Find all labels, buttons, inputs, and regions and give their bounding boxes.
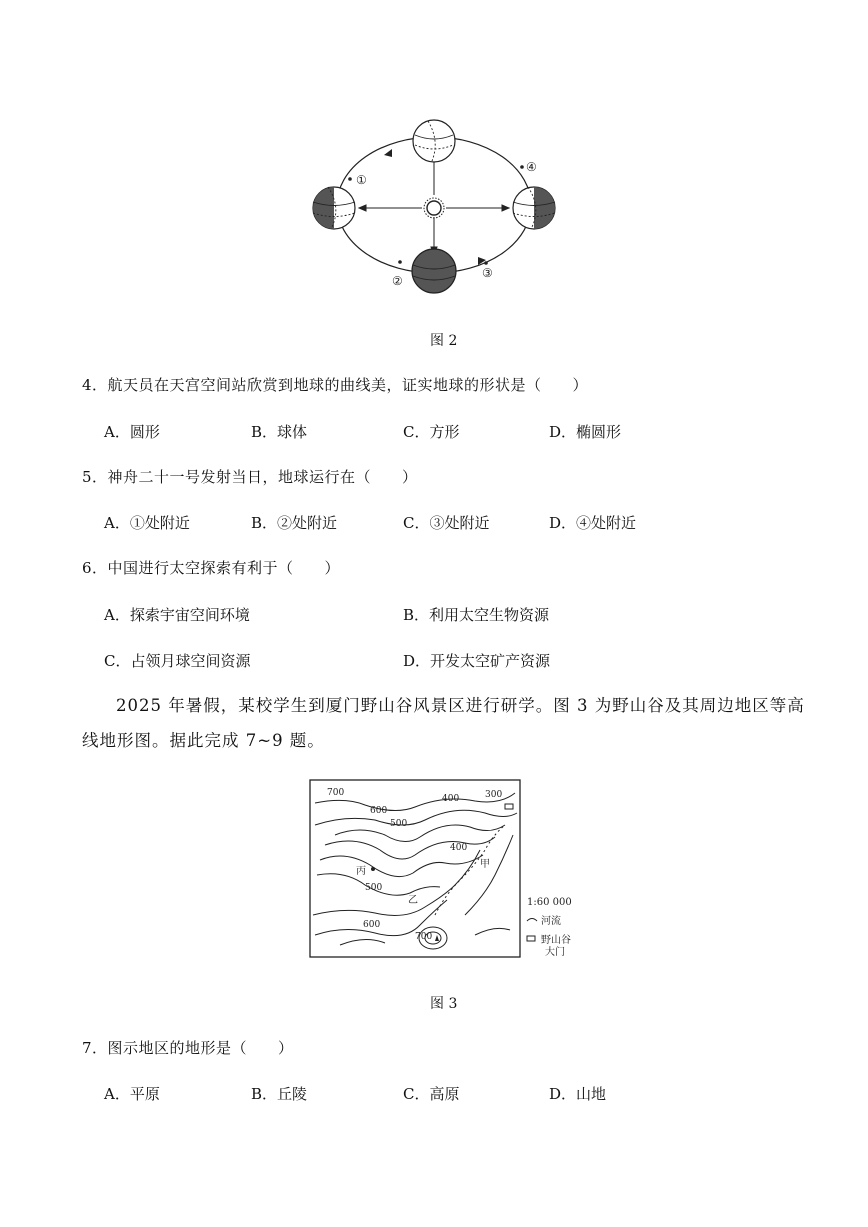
orbit-position-dot: [520, 165, 524, 169]
orbit-position-dot: [484, 261, 488, 265]
marker-1: ①: [356, 173, 367, 187]
question-5-option-d[interactable]: D．④处附近: [549, 514, 637, 532]
passage-line-2: 线地形图。据此完成 7~9 题。: [82, 731, 325, 750]
contour-label: 700: [415, 932, 433, 942]
question-5-option-b[interactable]: B．②处附近: [251, 514, 338, 532]
sun-icon: [424, 198, 444, 218]
earth-bottom: [412, 249, 456, 293]
contour-label: 500: [390, 819, 408, 829]
question-6-stem: 6．中国进行太空探索有利于（ ）: [82, 559, 341, 577]
question-7-option-c[interactable]: C．高原: [403, 1085, 460, 1103]
gate-icon: [527, 936, 535, 941]
question-4-option-a[interactable]: A．圆形: [104, 423, 160, 441]
marker-2: ②: [392, 274, 403, 288]
question-5-option-c[interactable]: C．③处附近: [403, 514, 490, 532]
contour-label: 600: [370, 806, 388, 816]
orbit-position-dot: [348, 177, 352, 181]
figure2-orbit-diagram: [300, 105, 570, 305]
orbit-direction-arrow: [384, 149, 392, 157]
figure3-caption: 图 3: [430, 996, 458, 1012]
question-6-option-d[interactable]: D．开发太空矿产资源: [403, 652, 551, 670]
contour-label: 300: [485, 790, 503, 800]
contour-label: 400: [442, 794, 460, 804]
river-icon: [527, 919, 537, 922]
question-6-option-b[interactable]: B．利用太空生物资源: [403, 606, 550, 624]
question-4-stem: 4．航天员在天宫空间站欣赏到地球的曲线美，证实地球的形状是（ ）: [82, 376, 589, 394]
contour-label: 500: [365, 883, 383, 893]
figure3-contour-map: [305, 775, 595, 965]
question-7-option-b[interactable]: B．丘陵: [251, 1085, 308, 1103]
point-dot: [371, 867, 375, 871]
question-7-stem: 7．图示地区的地形是（ ）: [82, 1039, 294, 1057]
gate-symbol: [505, 804, 513, 809]
legend-river-label: 河流: [541, 916, 561, 927]
marker-4: ④: [526, 160, 537, 174]
passage-line-1: 2025 年暑假，某校学生到厦门野山谷风景区进行研学。图 3 为野山谷及其周边地区等高: [116, 696, 805, 715]
question-4-option-d[interactable]: D．椭圆形: [549, 423, 622, 441]
question-4-option-c[interactable]: C．方形: [403, 423, 460, 441]
point-label-jia: 甲: [480, 859, 490, 870]
orbit-position-dot: [398, 260, 402, 264]
question-4-option-b[interactable]: B．球体: [251, 423, 308, 441]
legend-gate-label-line2: 大门: [545, 947, 565, 958]
question-7-option-a[interactable]: A．平原: [104, 1085, 160, 1103]
earth-top: [413, 120, 455, 162]
point-label-bing: 丙: [356, 866, 366, 877]
contour-label: 400: [450, 843, 468, 853]
figure2-caption: 图 2: [430, 333, 458, 349]
question-7-option-d[interactable]: D．山地: [549, 1085, 607, 1103]
marker-3: ③: [482, 266, 493, 280]
question-5-stem: 5．神舟二十一号发射当日，地球运行在（ ）: [82, 468, 418, 486]
legend-gate-label-line1: 野山谷: [541, 935, 571, 946]
point-label-yi: 乙: [408, 895, 418, 906]
earth-right: [513, 187, 555, 229]
earth-left: [313, 187, 355, 229]
map-scale: 1:60 000: [527, 897, 572, 908]
question-5-option-a[interactable]: A．①处附近: [104, 514, 190, 532]
contour-label: 700: [327, 788, 345, 798]
question-6-option-a[interactable]: A．探索宇宙空间环境: [104, 606, 250, 624]
question-6-option-c[interactable]: C．占领月球空间资源: [104, 652, 251, 670]
contour-label: 600: [363, 920, 381, 930]
